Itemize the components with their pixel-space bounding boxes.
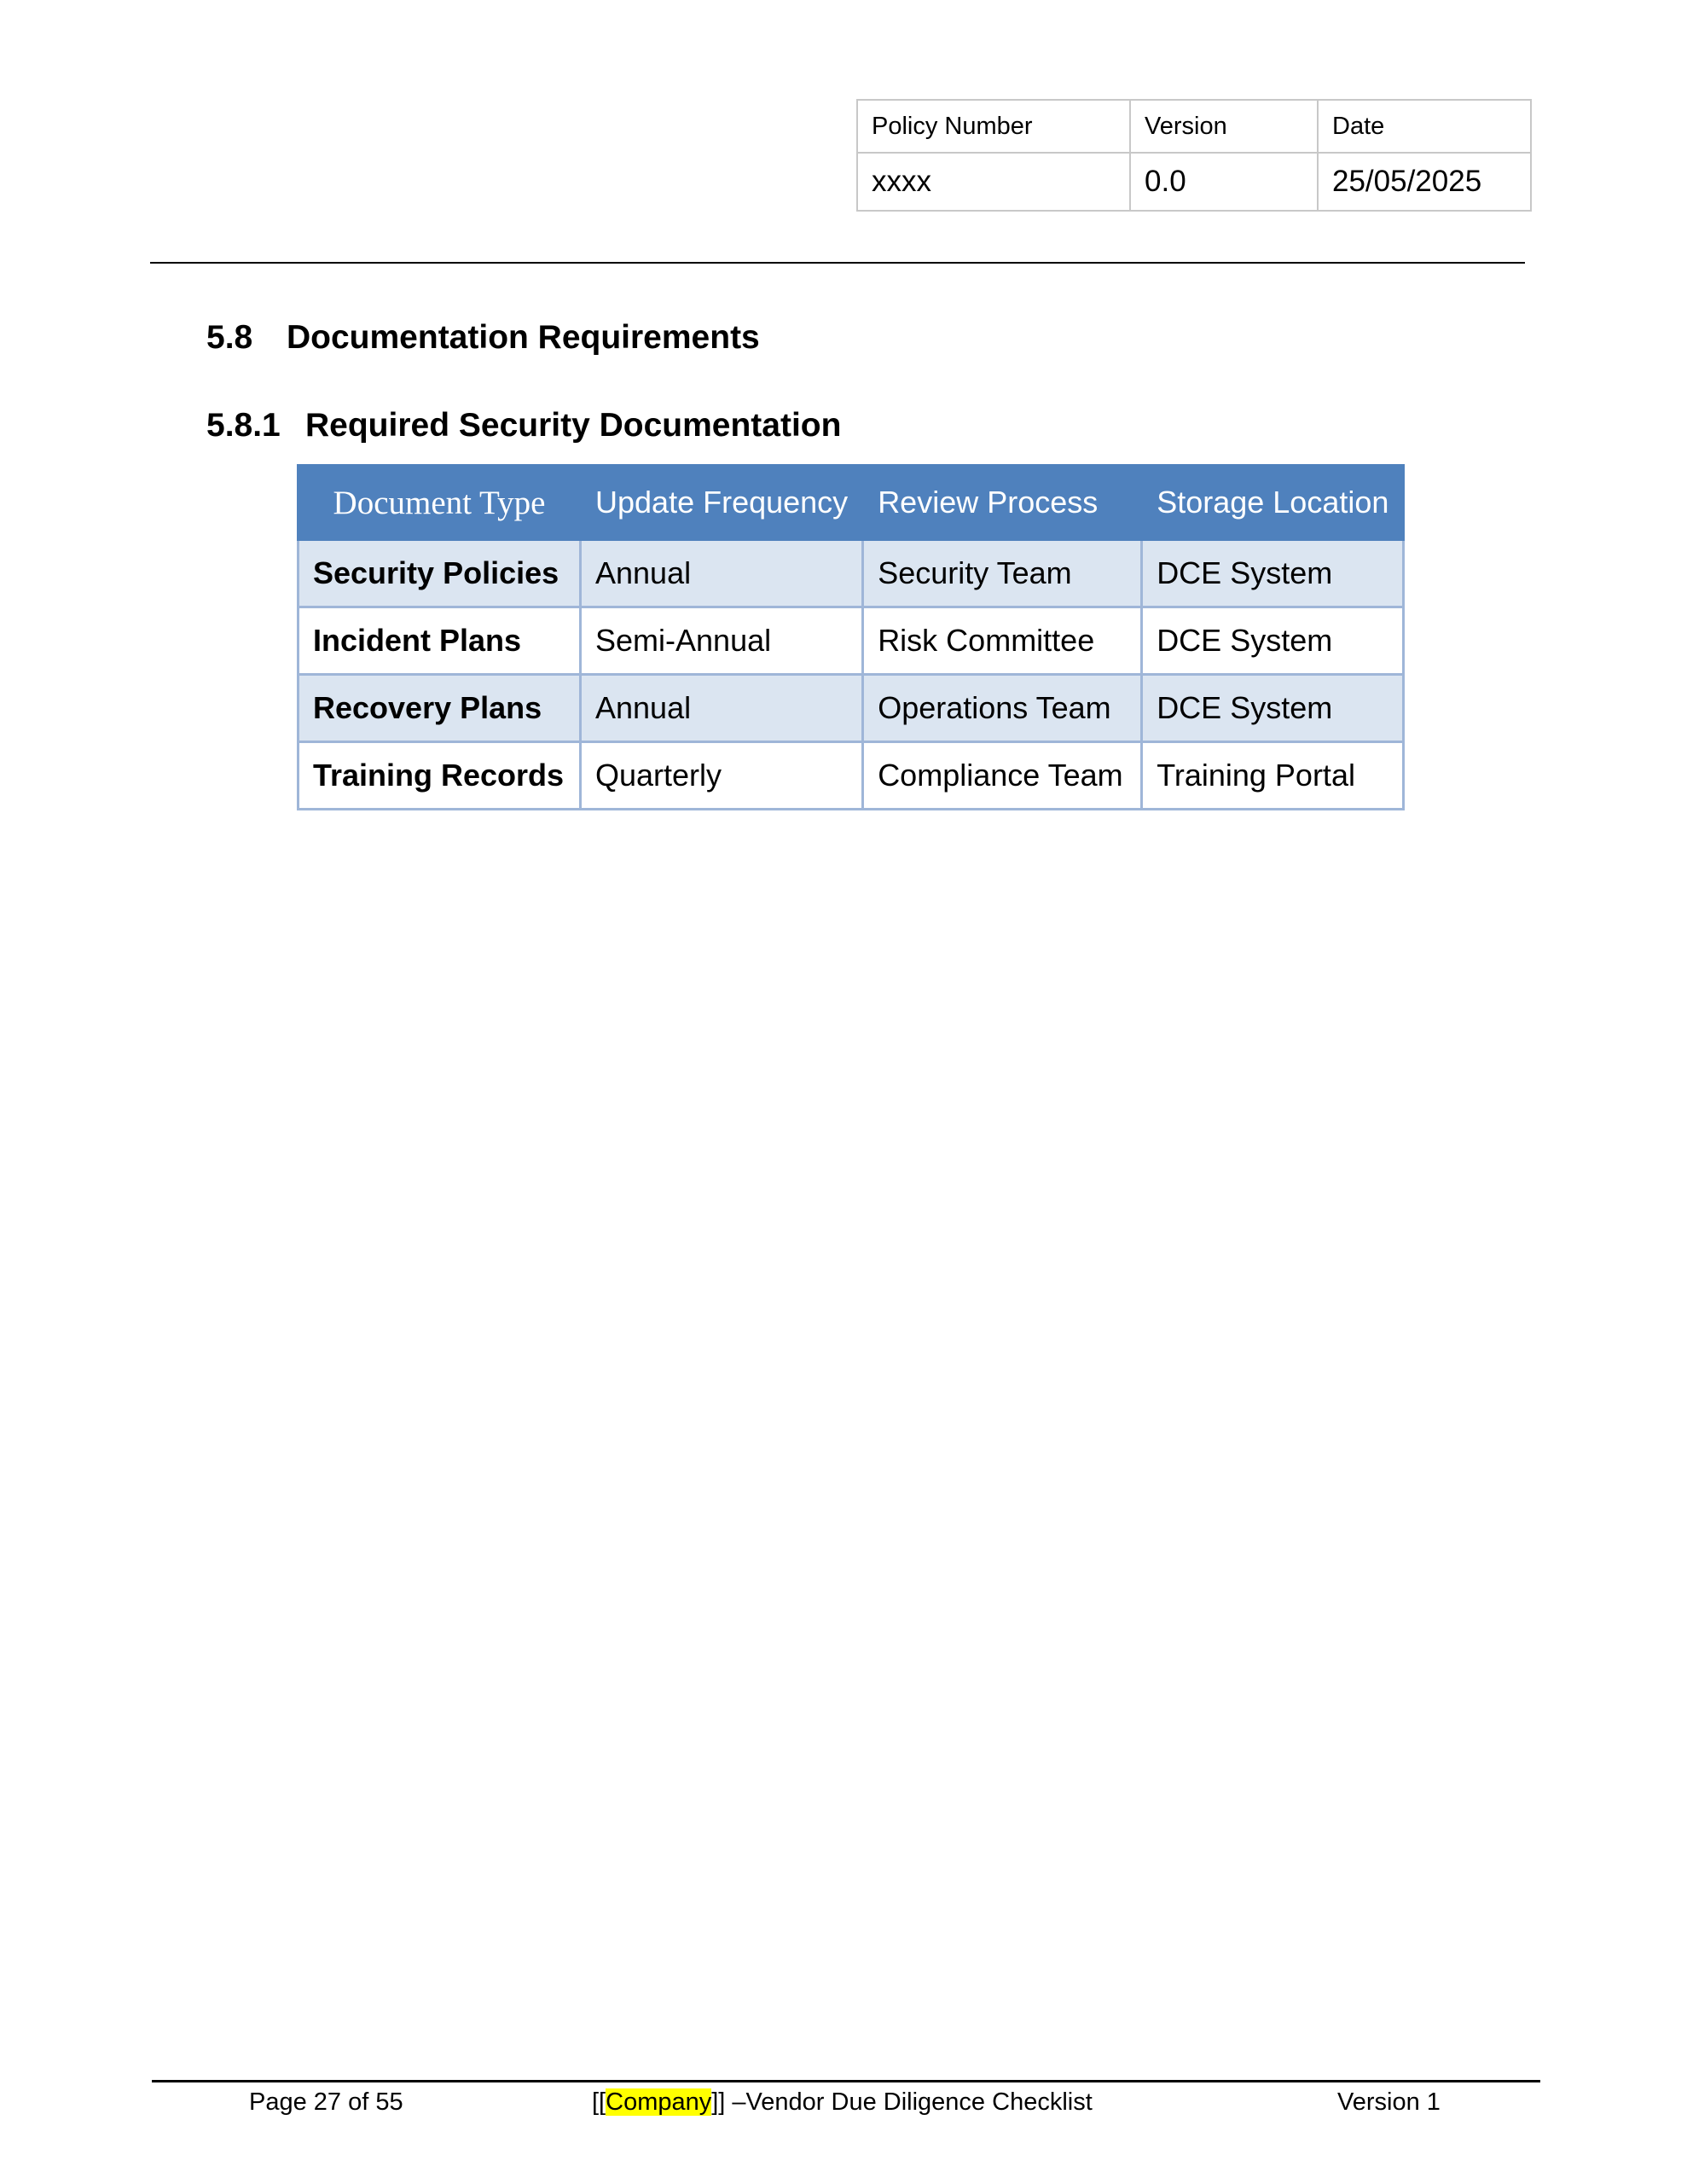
policy-number-value: xxxx: [857, 153, 1130, 211]
column-header: Storage Location: [1142, 466, 1404, 540]
policy-number-label: Policy Number: [857, 100, 1130, 153]
subsection-title: Required Security Documentation: [305, 407, 842, 444]
table-cell: Incident Plans: [299, 607, 581, 675]
section-heading: [206, 319, 760, 357]
section-number: 5.8: [206, 319, 253, 356]
table-cell: Annual: [581, 675, 863, 742]
table-cell: Risk Committee: [863, 607, 1142, 675]
table-cell: Quarterly: [581, 742, 863, 810]
table-header-row: [299, 466, 1404, 540]
footer-document-title: [592, 2088, 1093, 2117]
footer-version: Version 1: [1337, 2088, 1441, 2116]
table-cell: DCE System: [1142, 675, 1404, 742]
footer-title-suffix: ]] –Vendor Due Diligence Checklist: [711, 2088, 1093, 2116]
column-header: Document Type: [299, 466, 581, 540]
table-row: [299, 607, 1404, 675]
section-title: Documentation Requirements: [287, 319, 760, 356]
footer-title-prefix: [[: [592, 2088, 606, 2116]
footer-page-number: Page 27 of 55: [249, 2088, 403, 2116]
table-cell: Security Policies: [299, 540, 581, 607]
version-label: Version: [1130, 100, 1318, 153]
version-value: 0.0: [1130, 153, 1318, 211]
table-cell: Compliance Team: [863, 742, 1142, 810]
documentation-table: [297, 464, 1405, 810]
table-cell: Annual: [581, 540, 863, 607]
table-cell: DCE System: [1142, 607, 1404, 675]
date-label: Date: [1318, 100, 1531, 153]
table-cell: Training Portal: [1142, 742, 1404, 810]
table-row: [299, 742, 1404, 810]
table-cell: Operations Team: [863, 675, 1142, 742]
table-cell: Security Team: [863, 540, 1142, 607]
footer-divider: [152, 2080, 1540, 2082]
column-header: Review Process: [863, 466, 1142, 540]
column-header: Update Frequency: [581, 466, 863, 540]
subsection-heading: [206, 407, 841, 444]
subsection-number: 5.8.1: [206, 407, 281, 444]
table-row: [299, 675, 1404, 742]
header-divider: [150, 262, 1525, 264]
policy-meta-table: [856, 99, 1532, 212]
table-cell: Training Records: [299, 742, 581, 810]
table-cell: Recovery Plans: [299, 675, 581, 742]
table-cell: Semi-Annual: [581, 607, 863, 675]
company-placeholder: Company: [606, 2088, 712, 2116]
table-cell: DCE System: [1142, 540, 1404, 607]
date-value: 25/05/2025: [1318, 153, 1531, 211]
table-row: [299, 540, 1404, 607]
